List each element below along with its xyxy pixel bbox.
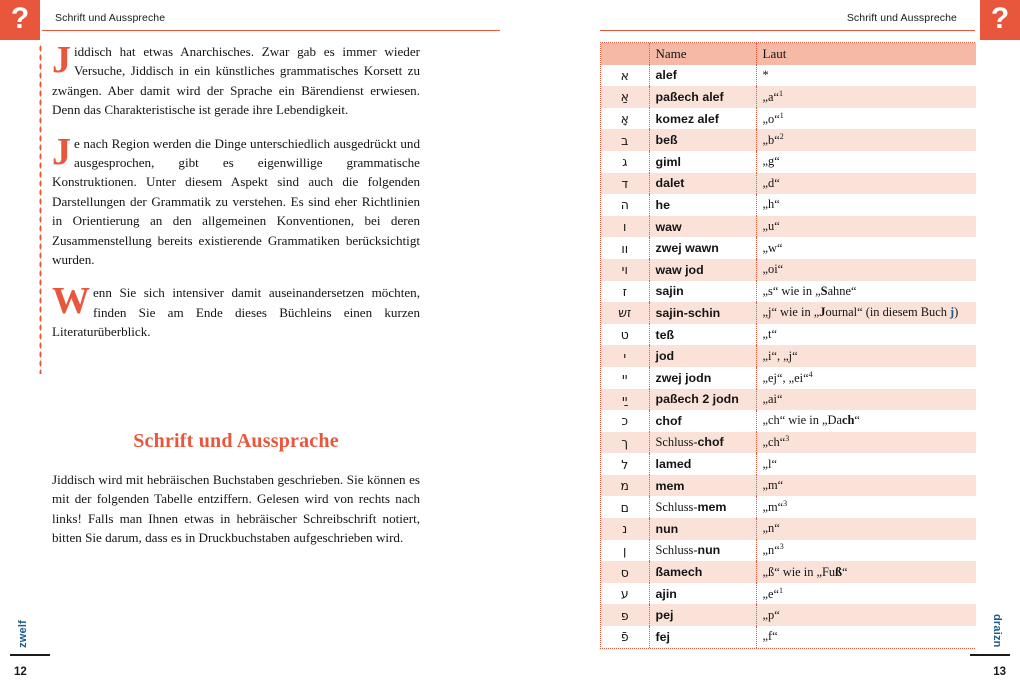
intro-paragraph-3: [52, 280, 420, 341]
letter-name-cell: [649, 626, 756, 648]
name-text: beß: [655, 133, 678, 148]
table-header-row: [601, 43, 976, 65]
sound-cell: „f“: [762, 629, 778, 644]
folio-word-right: draizn: [991, 614, 1003, 648]
hebrew-letter-cell: א: [601, 65, 649, 87]
page-number-left: 12: [14, 666, 27, 678]
sound-cell: „d“: [762, 175, 780, 190]
hebrew-letter-cell: נ: [601, 518, 649, 540]
hebrew-letter-cell: ט: [601, 324, 649, 346]
table-row: [601, 518, 976, 540]
letter-name-cell: [649, 259, 756, 281]
dotted-margin-rule: [39, 44, 42, 374]
letter-name-cell: [649, 302, 756, 324]
table-row: [601, 108, 976, 130]
letter-name-cell: [649, 129, 756, 151]
name-text: nun: [697, 542, 721, 557]
column-header-sound: Laut: [762, 45, 787, 61]
name-text: sajin: [655, 284, 684, 299]
sound-cell: „t“: [762, 327, 777, 342]
hebrew-letter-cell: ל: [601, 453, 649, 475]
name-text: paßech 2 jodn: [655, 392, 739, 407]
letter-name-cell: [649, 432, 756, 454]
letter-name-cell: [649, 216, 756, 238]
running-head-rule-right: [600, 30, 975, 31]
column-header-name: Name: [649, 43, 756, 65]
hebrew-letter-cell: פֿ: [601, 626, 649, 648]
footnote-marker: 4: [808, 369, 813, 379]
hebrew-letter-cell: כ: [601, 410, 649, 432]
sound-cell: „o“$^1$: [762, 110, 784, 126]
letter-name-cell: [649, 345, 756, 367]
name-text: he: [655, 197, 670, 212]
hebrew-letter-cell: פ: [601, 604, 649, 626]
sound-cell: „b“$^2$: [762, 132, 784, 148]
table-row: [601, 496, 976, 518]
table-row: [601, 65, 976, 87]
letter-name-cell: [649, 108, 756, 130]
sound-cell: „oi“: [762, 262, 784, 277]
table-row: [601, 173, 976, 195]
sound-cell: „n“: [762, 521, 780, 536]
alphabet-table-container: [600, 42, 975, 649]
sound-cell: „h“: [762, 197, 780, 212]
letter-name-cell: [649, 496, 756, 518]
letter-name-cell: [649, 604, 756, 626]
table-row: [601, 86, 976, 108]
name-text: alef: [655, 68, 677, 83]
footnote-marker: 3: [785, 434, 790, 444]
letter-name-cell: [649, 173, 756, 195]
letter-name-cell: [649, 583, 756, 605]
footnote-marker: 1: [779, 88, 783, 98]
intro-paragraph-2: [52, 130, 420, 270]
sound-cell: „m“: [762, 478, 784, 493]
table-row: [601, 604, 976, 626]
name-text: teß: [655, 327, 675, 342]
letter-name-cell: [649, 389, 756, 411]
table-row: [601, 324, 976, 346]
hebrew-letter-cell: ן: [601, 540, 649, 562]
sound-cell: „ai“: [762, 391, 783, 406]
sound-cell: „p“: [762, 607, 780, 622]
hebrew-letter-cell: אָ: [601, 108, 649, 130]
name-text: paßech alef: [655, 89, 724, 104]
name-text: mem: [655, 478, 685, 493]
name-text: lamed: [655, 457, 692, 472]
letter-name-cell: [649, 410, 756, 432]
paragraph-text: iddisch hat etwas Anarchisches. Zwar gab es immer wieder Versuche, Jiddisch in ein künstliches grammatisches Korsett zu zwängen. Aber damit wird der Sprache ein Bärendienst erwiesen. Denn das Charakteristische ist gerade ihre Lebendigkeit.: [52, 44, 420, 118]
sound-cell: „s“ wie in „Sahne“: [762, 283, 857, 298]
letter-name-cell: [649, 475, 756, 497]
table-row: [601, 626, 976, 648]
table-row: [601, 216, 976, 238]
table-row: [601, 302, 976, 324]
sound-cell: „e“$^1$: [762, 585, 783, 601]
running-head-rule-left: [42, 30, 500, 31]
table-row: [601, 367, 976, 389]
hebrew-letter-cell: ה: [601, 194, 649, 216]
sound-cell: „ej“, „ei“$^4$: [762, 369, 813, 385]
sound-cell: „i“, „j“: [762, 348, 798, 363]
hebrew-letter-cell: ם: [601, 496, 649, 518]
hebrew-letter-cell: ע: [601, 583, 649, 605]
table-row: [601, 453, 976, 475]
table-row: [601, 432, 976, 454]
letter-name-cell: [649, 65, 756, 87]
question-mark-tab-icon: ?: [980, 0, 1020, 40]
table-body: [601, 65, 976, 648]
sound-cell: „m“$^3$: [762, 499, 788, 515]
name-text: waw jod: [655, 262, 704, 277]
footnote-marker: 2: [779, 132, 784, 142]
dropcap-letter: J: [52, 39, 71, 81]
running-head-left: Schrift und Ausspreche: [55, 12, 166, 24]
name-text: zwej jodn: [655, 370, 712, 385]
letter-name-cell: [649, 194, 756, 216]
hebrew-letter-cell: וו: [601, 237, 649, 259]
sound-cell: „ch“ wie in „Dach“: [762, 413, 860, 428]
hebrew-letter-cell: ז: [601, 281, 649, 303]
name-prefix: Schluss-: [655, 434, 698, 449]
table-row: [601, 583, 976, 605]
sound-cell: „u“: [762, 219, 780, 234]
hebrew-letter-cell: וי: [601, 259, 649, 281]
name-text: pej: [655, 608, 674, 623]
hebrew-letter-cell: אַ: [601, 86, 649, 108]
footnote-marker: 1: [779, 110, 784, 120]
name-prefix: Schluss-: [655, 499, 698, 514]
name-text: sajin-schin: [655, 305, 721, 320]
name-text: dalet: [655, 176, 685, 191]
hebrew-letter-cell: י: [601, 345, 649, 367]
question-mark-tab-icon: ?: [0, 0, 40, 40]
running-head-right: Schrift und Ausspreche: [846, 12, 957, 24]
name-text: komez alef: [655, 111, 719, 126]
section-heading: Schrift und Aussprache: [133, 430, 339, 452]
table-row: [601, 237, 976, 259]
table-row: [601, 151, 976, 173]
column-header-letter: [601, 43, 649, 65]
name-text: chof: [697, 434, 724, 449]
alphabet-table: [601, 43, 976, 648]
sound-cell: „w“: [762, 240, 783, 255]
hebrew-letter-cell: יי: [601, 367, 649, 389]
letter-name-cell: [649, 237, 756, 259]
hebrew-letter-cell: ב: [601, 129, 649, 151]
name-text: jod: [655, 349, 675, 364]
name-text: giml: [655, 154, 681, 169]
table-row: [601, 475, 976, 497]
table-row: [601, 540, 976, 562]
dropcap-letter: J: [52, 130, 71, 173]
sound-cell: „j“ wie in „Journal“ (in diesem Buch j): [762, 305, 959, 320]
letter-name-cell: [649, 151, 756, 173]
name-text: nun: [655, 521, 679, 536]
sound-cell: *: [762, 67, 769, 82]
letter-name-cell: [649, 561, 756, 583]
name-text: zwej wawn: [655, 241, 719, 256]
folio-rule-right: [970, 654, 1010, 656]
table-row: [601, 410, 976, 432]
hebrew-letter-cell: ג: [601, 151, 649, 173]
name-text: fej: [655, 629, 670, 644]
table-row: [601, 194, 976, 216]
sound-cell: „ch“$^3$: [762, 434, 790, 450]
letter-name-cell: [649, 453, 756, 475]
letter-name-cell: [649, 86, 756, 108]
table-row: [601, 281, 976, 303]
letter-name-cell: [649, 367, 756, 389]
name-text: chof: [655, 413, 682, 428]
name-text: ßamech: [655, 565, 703, 580]
letter-name-cell: [649, 324, 756, 346]
sound-cell: „l“: [762, 456, 777, 471]
hebrew-letter-cell: מ: [601, 475, 649, 497]
section-intro-paragraph: Jiddisch wird mit hebräischen Buchstaben geschrieben. Sie können es mit der folgenden Tabelle entziffern. Gelesen wird von rechts nach links! Falls man Ihnen etwas in hebräischer Schreibschrift notiert, bitten Sie darum, dass es in Druckbuchstaben aufgeschrieben wird.: [52, 472, 420, 546]
letter-name-cell: [649, 281, 756, 303]
table-row: [601, 345, 976, 367]
table-row: [601, 561, 976, 583]
name-text: waw: [655, 219, 682, 234]
hebrew-letter-cell: יַי: [601, 389, 649, 411]
paragraph-text: e nach Region werden die Dinge unterschiedlich ausgedrückt und ausgesprochen, gibt es eigenwillige grammatische Konstruktionen. Unter diesem Aspekt sind auch die folgenden Darstellungen der Grammatik zu verstehen. Es sind eher Richtlinien in Orientierung an den allgemeinen Konventionen, bei deren Zusammenstellung bereits existierende Grammatiken berücksichtigt wurden.: [52, 135, 420, 268]
left-body-column: [52, 39, 420, 342]
footnote-marker: 3: [783, 499, 788, 509]
folio-rule-left: [10, 654, 50, 656]
hebrew-letter-cell: ד: [601, 173, 649, 195]
page-number-right: 13: [993, 666, 1006, 678]
hebrew-letter-cell: ס: [601, 561, 649, 583]
right-page: [510, 0, 1020, 696]
intro-paragraph-1: [52, 39, 420, 120]
hebrew-letter-cell: ו: [601, 216, 649, 238]
folio-word-left: zwelf: [17, 620, 29, 648]
sound-cell: „ß“ wie in „Fuß“: [762, 564, 848, 579]
hebrew-letter-cell: ך: [601, 432, 649, 454]
footnote-marker: 3: [779, 542, 784, 552]
table-row: [601, 129, 976, 151]
table-row: [601, 389, 976, 411]
name-text: mem: [697, 499, 727, 514]
letter-name-cell: [649, 518, 756, 540]
name-prefix: Schluss-: [655, 542, 698, 557]
sound-cell: „n“$^3$: [762, 542, 784, 558]
table-row: [601, 259, 976, 281]
hebrew-letter-cell: זש: [601, 302, 649, 324]
name-text: ajin: [655, 586, 677, 601]
paragraph-text: enn Sie sich intensiver damit auseinandersetzen möchten, finden Sie am Ende dieses Büchleins einen kurzen Literaturüberblick.: [52, 285, 420, 340]
dropcap-letter: W: [52, 280, 90, 323]
sound-cell: „a“$^1$: [762, 88, 783, 105]
footnote-marker: 1: [779, 585, 783, 595]
letter-name-cell: [649, 540, 756, 562]
sound-cell: „g“: [762, 154, 780, 169]
